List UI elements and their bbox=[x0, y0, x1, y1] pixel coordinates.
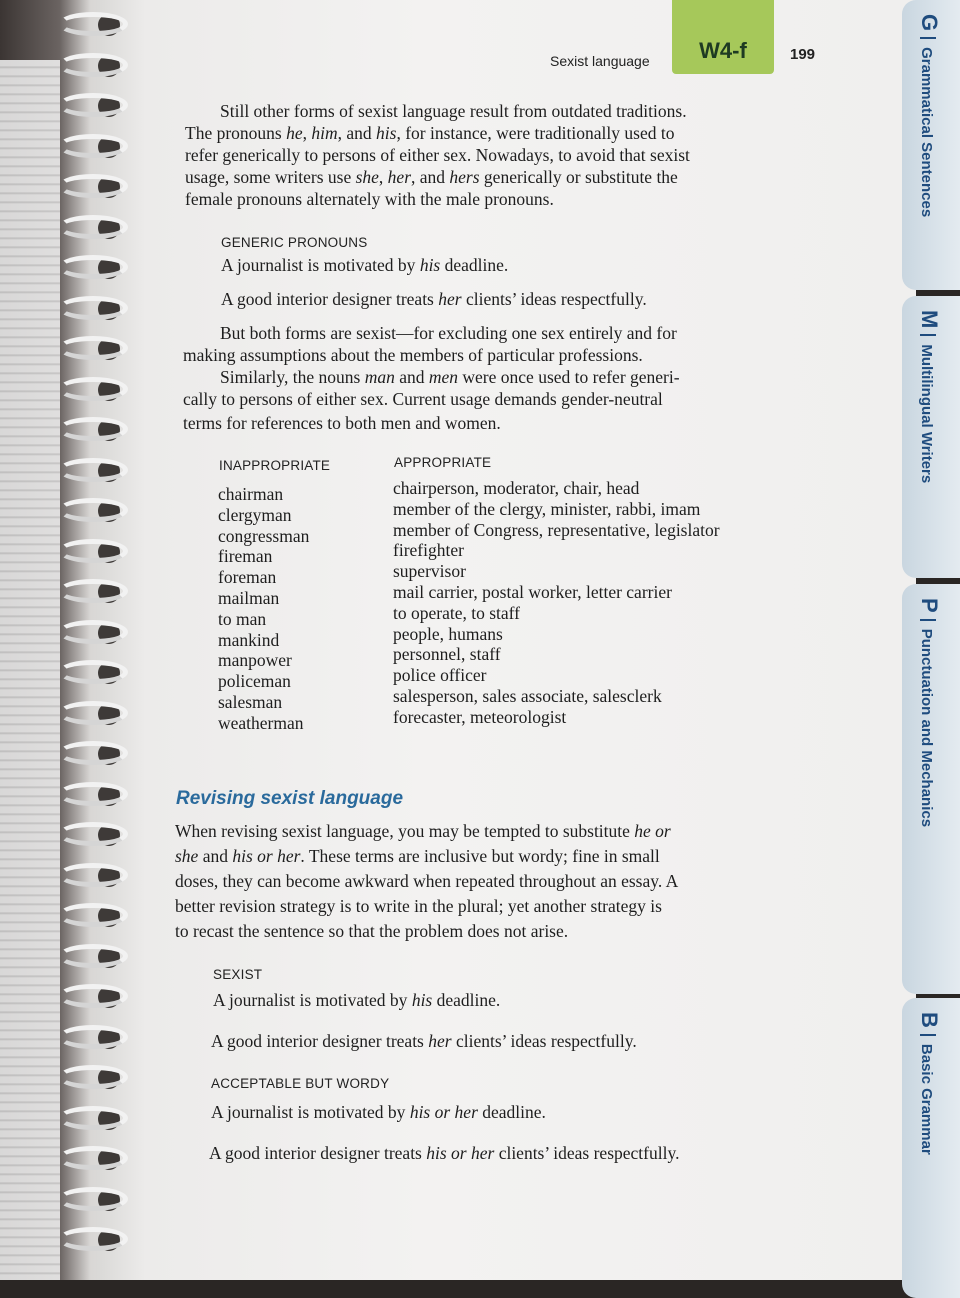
tab-divider bbox=[920, 334, 936, 336]
italic-term: he bbox=[286, 123, 303, 143]
text-run: , and bbox=[337, 123, 377, 143]
italic-term: his bbox=[419, 255, 441, 275]
paragraph-line: making assumptions about the members of particular professions. bbox=[183, 345, 643, 365]
tab-grammatical-sentences[interactable] bbox=[902, 0, 960, 290]
appropriate-term: to operate, to staff bbox=[393, 602, 520, 623]
spiral-ring bbox=[58, 1021, 130, 1055]
paragraph-line: female pronouns alternately with the male pronouns. bbox=[185, 189, 554, 209]
inappropriate-term: congressman bbox=[218, 525, 310, 546]
spiral-ring bbox=[58, 1061, 130, 1095]
ring-wire bbox=[58, 255, 128, 279]
spiral-ring bbox=[58, 49, 130, 83]
text-run: A good interior designer treats bbox=[209, 1143, 427, 1163]
tab-label: Basic Grammar bbox=[918, 1043, 935, 1155]
appropriate-term: forecaster, meteorologist bbox=[393, 706, 567, 727]
ring-wire bbox=[58, 93, 128, 117]
appropriate-term: salesperson, sales associate, salesclerk bbox=[393, 685, 662, 706]
text-run: When revising sexist language, you may be tempted to substitute bbox=[175, 821, 635, 841]
text-run: and bbox=[394, 367, 429, 387]
spiral-ring bbox=[58, 818, 130, 852]
ring-wire bbox=[58, 134, 128, 158]
italic-term: he or bbox=[634, 821, 671, 841]
italic-term: his or her bbox=[426, 1143, 495, 1163]
tab-divider bbox=[920, 1034, 936, 1036]
italic-term: her bbox=[428, 1031, 452, 1051]
ring-wire bbox=[58, 458, 128, 482]
ring-wire bbox=[58, 822, 128, 846]
appropriate-term: personnel, staff bbox=[393, 644, 501, 665]
text-run: The pronouns bbox=[185, 123, 287, 143]
italic-term: him bbox=[311, 123, 338, 143]
italic-term: his bbox=[376, 123, 397, 143]
ring-wire bbox=[58, 12, 128, 36]
example-sentence bbox=[209, 1142, 679, 1164]
tab-label: Punctuation and Mechanics bbox=[918, 628, 935, 828]
appropriate-term: member of Congress, representative, legislator bbox=[393, 519, 720, 540]
appropriate-column bbox=[393, 478, 720, 728]
text-run: A journalist is motivated by bbox=[221, 255, 420, 275]
text-run: deadline. bbox=[440, 255, 509, 275]
paragraph-line: cally to persons of either sex. Current usage demands gender-neutral bbox=[183, 389, 663, 409]
paragraph-line: better revision strategy is to write in the plural; yet another strategy is bbox=[175, 896, 662, 916]
spiral-ring bbox=[58, 130, 130, 164]
spiral-ring bbox=[58, 899, 130, 933]
spiral-ring bbox=[58, 494, 130, 528]
italic-term: his or her bbox=[232, 846, 301, 866]
inappropriate-term: fireman bbox=[218, 546, 273, 567]
spiral-ring bbox=[58, 251, 130, 285]
ring-wire bbox=[58, 53, 128, 77]
paragraph-line: to recast the sentence so that the problem does not arise. bbox=[175, 921, 569, 941]
spiral-ring bbox=[58, 292, 130, 326]
text-run: clients’ ideas respectfully. bbox=[451, 1031, 637, 1051]
tab-label: Grammatical Sentences bbox=[918, 47, 935, 218]
ring-wire bbox=[58, 539, 128, 563]
text-run: , and bbox=[411, 167, 450, 187]
example-sentence bbox=[213, 989, 500, 1011]
text-run: usage, some writers use bbox=[185, 167, 356, 187]
example-sentence bbox=[221, 254, 508, 276]
inappropriate-term: mailman bbox=[218, 587, 280, 608]
italic-term: she bbox=[175, 846, 199, 866]
tab-multilingual-writers[interactable] bbox=[902, 296, 960, 578]
italic-term: her bbox=[438, 289, 462, 309]
text-run: generically or substitute the bbox=[479, 167, 678, 187]
tab-divider bbox=[920, 619, 936, 621]
italic-term: she bbox=[355, 167, 379, 187]
spiral-ring bbox=[58, 697, 130, 731]
spiral-ring bbox=[58, 535, 130, 569]
sexist-label: SEXIST bbox=[213, 967, 263, 982]
paragraph-line bbox=[185, 122, 674, 144]
ring-wire bbox=[58, 903, 128, 927]
tab-basic-grammar[interactable] bbox=[902, 998, 960, 1298]
inappropriate-term: policeman bbox=[218, 671, 291, 692]
text-run: were once used to refer generi- bbox=[458, 367, 680, 387]
ring-wire bbox=[58, 579, 128, 603]
section-tab bbox=[672, 0, 774, 74]
ring-wire bbox=[58, 944, 128, 968]
tab-letter: G bbox=[917, 14, 942, 32]
text-run: and bbox=[198, 846, 233, 866]
appropriate-term: chairperson, moderator, chair, head bbox=[393, 478, 640, 498]
spiral-ring bbox=[58, 656, 130, 690]
spiral-ring bbox=[58, 373, 130, 407]
appropriate-term: people, humans bbox=[393, 623, 503, 644]
spiral-binding bbox=[0, 0, 150, 1280]
tab-divider bbox=[920, 37, 936, 39]
ring-wire bbox=[58, 1106, 128, 1130]
acceptable-but-wordy-label: ACCEPTABLE BUT WORDY bbox=[211, 1076, 390, 1091]
paragraph-line: terms for references to both men and women. bbox=[183, 413, 501, 433]
spiral-ring bbox=[58, 1102, 130, 1136]
spiral-ring bbox=[58, 575, 130, 609]
ring-wire bbox=[58, 417, 128, 441]
example-sentence bbox=[211, 1030, 637, 1052]
text-run: Similarly, the nouns bbox=[220, 367, 365, 387]
inappropriate-column bbox=[218, 484, 309, 734]
ring-wire bbox=[58, 1146, 128, 1170]
spiral-ring bbox=[58, 778, 130, 812]
text-run: deadline. bbox=[477, 1102, 546, 1122]
example-sentence bbox=[221, 288, 647, 310]
spiral-ring bbox=[58, 454, 130, 488]
text-run: deadline. bbox=[432, 990, 501, 1010]
appropriate-term: firefighter bbox=[393, 540, 464, 561]
ring-wire bbox=[58, 215, 128, 239]
paragraph-line: But both forms are sexist—for excluding one sex entirely and for bbox=[220, 323, 677, 343]
ring-wire bbox=[58, 1187, 128, 1211]
tab-letter: B bbox=[917, 1012, 942, 1028]
inappropriate-term: clergyman bbox=[218, 504, 292, 525]
spiral-ring bbox=[58, 413, 130, 447]
inappropriate-term: to man bbox=[218, 608, 267, 629]
paragraph-line bbox=[220, 366, 680, 388]
text-run: A journalist is motivated by bbox=[211, 1102, 410, 1122]
inappropriate-term: salesman bbox=[218, 691, 283, 712]
ring-wire bbox=[58, 741, 128, 765]
text-run: , bbox=[378, 167, 388, 187]
spiral-ring bbox=[58, 940, 130, 974]
spiral-ring bbox=[58, 737, 130, 771]
text-run: A good interior designer treats bbox=[211, 1031, 429, 1051]
inappropriate-term: foreman bbox=[218, 567, 277, 588]
ring-wire bbox=[58, 498, 128, 522]
ring-wire bbox=[58, 701, 128, 725]
ring-wire bbox=[58, 174, 128, 198]
inappropriate-header: INAPPROPRIATE bbox=[219, 458, 331, 473]
ring-wire bbox=[58, 1025, 128, 1049]
paragraph-line: doses, they can become awkward when repeated throughout an essay. A bbox=[175, 871, 679, 891]
spiral-ring bbox=[58, 980, 130, 1014]
appropriate-term: member of the clergy, minister, rabbi, imam bbox=[393, 498, 701, 519]
appropriate-term: police officer bbox=[393, 665, 487, 686]
example-sentence bbox=[211, 1101, 546, 1123]
paragraph-line: refer generically to persons of either sex. Nowadays, to avoid that sexist bbox=[185, 145, 690, 165]
spiral-ring bbox=[58, 1142, 130, 1176]
text-run: clients’ ideas respectfully. bbox=[461, 289, 647, 309]
tab-letter: P bbox=[917, 598, 942, 613]
tab-letter: M bbox=[917, 310, 942, 329]
ring-wire bbox=[58, 863, 128, 887]
paragraph-line: Still other forms of sexist language result from outdated traditions. bbox=[220, 101, 687, 121]
italic-term: his or her bbox=[409, 1102, 478, 1122]
spiral-ring bbox=[58, 859, 130, 893]
ring-wire bbox=[58, 620, 128, 644]
tab-label: Multilingual Writers bbox=[918, 344, 935, 484]
ring-wire bbox=[58, 660, 128, 684]
italic-term: her bbox=[387, 167, 411, 187]
tab-punctuation-mechanics[interactable] bbox=[902, 584, 960, 994]
page-number: 199 bbox=[790, 46, 816, 63]
ring-wire bbox=[58, 1065, 128, 1089]
running-head: Sexist language bbox=[550, 53, 650, 69]
spiral-ring bbox=[58, 89, 130, 123]
spiral-ring bbox=[58, 1223, 130, 1257]
ring-wire bbox=[58, 1227, 128, 1251]
section-heading: Revising sexist language bbox=[176, 788, 404, 809]
ring-wire bbox=[58, 377, 128, 401]
paragraph-line bbox=[185, 166, 678, 188]
inappropriate-term: mankind bbox=[218, 629, 280, 650]
inappropriate-term: chairman bbox=[218, 484, 284, 504]
generic-pronouns-label: GENERIC PRONOUNS bbox=[221, 235, 368, 250]
italic-term: men bbox=[428, 367, 459, 387]
ring-wire bbox=[58, 984, 128, 1008]
paragraph-line bbox=[175, 845, 660, 867]
ring-wire bbox=[58, 296, 128, 320]
ring-wire bbox=[58, 336, 128, 360]
text-run: , bbox=[302, 123, 312, 143]
spiral-ring bbox=[58, 211, 130, 245]
inappropriate-term: manpower bbox=[218, 650, 292, 671]
italic-term: his bbox=[411, 990, 433, 1010]
text-run: A journalist is motivated by bbox=[213, 990, 412, 1010]
spiral-ring bbox=[58, 170, 130, 204]
spiral-ring bbox=[58, 616, 130, 650]
text-run: , for instance, were traditionally used to bbox=[396, 123, 675, 143]
ring-wire bbox=[58, 782, 128, 806]
spiral-ring bbox=[58, 332, 130, 366]
paragraph-line bbox=[175, 820, 671, 842]
appropriate-term: supervisor bbox=[393, 561, 466, 582]
text-run: clients’ ideas respectfully. bbox=[494, 1143, 680, 1163]
appropriate-term: mail carrier, postal worker, letter carrier bbox=[393, 581, 672, 602]
appropriate-header: APPROPRIATE bbox=[394, 455, 492, 470]
text-run: . These terms are inclusive but wordy; fine in small bbox=[300, 846, 660, 866]
italic-term: hers bbox=[449, 167, 480, 187]
section-code: W4-f bbox=[699, 38, 747, 63]
spiral-ring bbox=[58, 1183, 130, 1217]
spiral-ring bbox=[58, 8, 130, 42]
italic-term: man bbox=[364, 367, 395, 387]
inappropriate-term: weatherman bbox=[218, 712, 304, 733]
text-run: A good interior designer treats bbox=[221, 289, 439, 309]
